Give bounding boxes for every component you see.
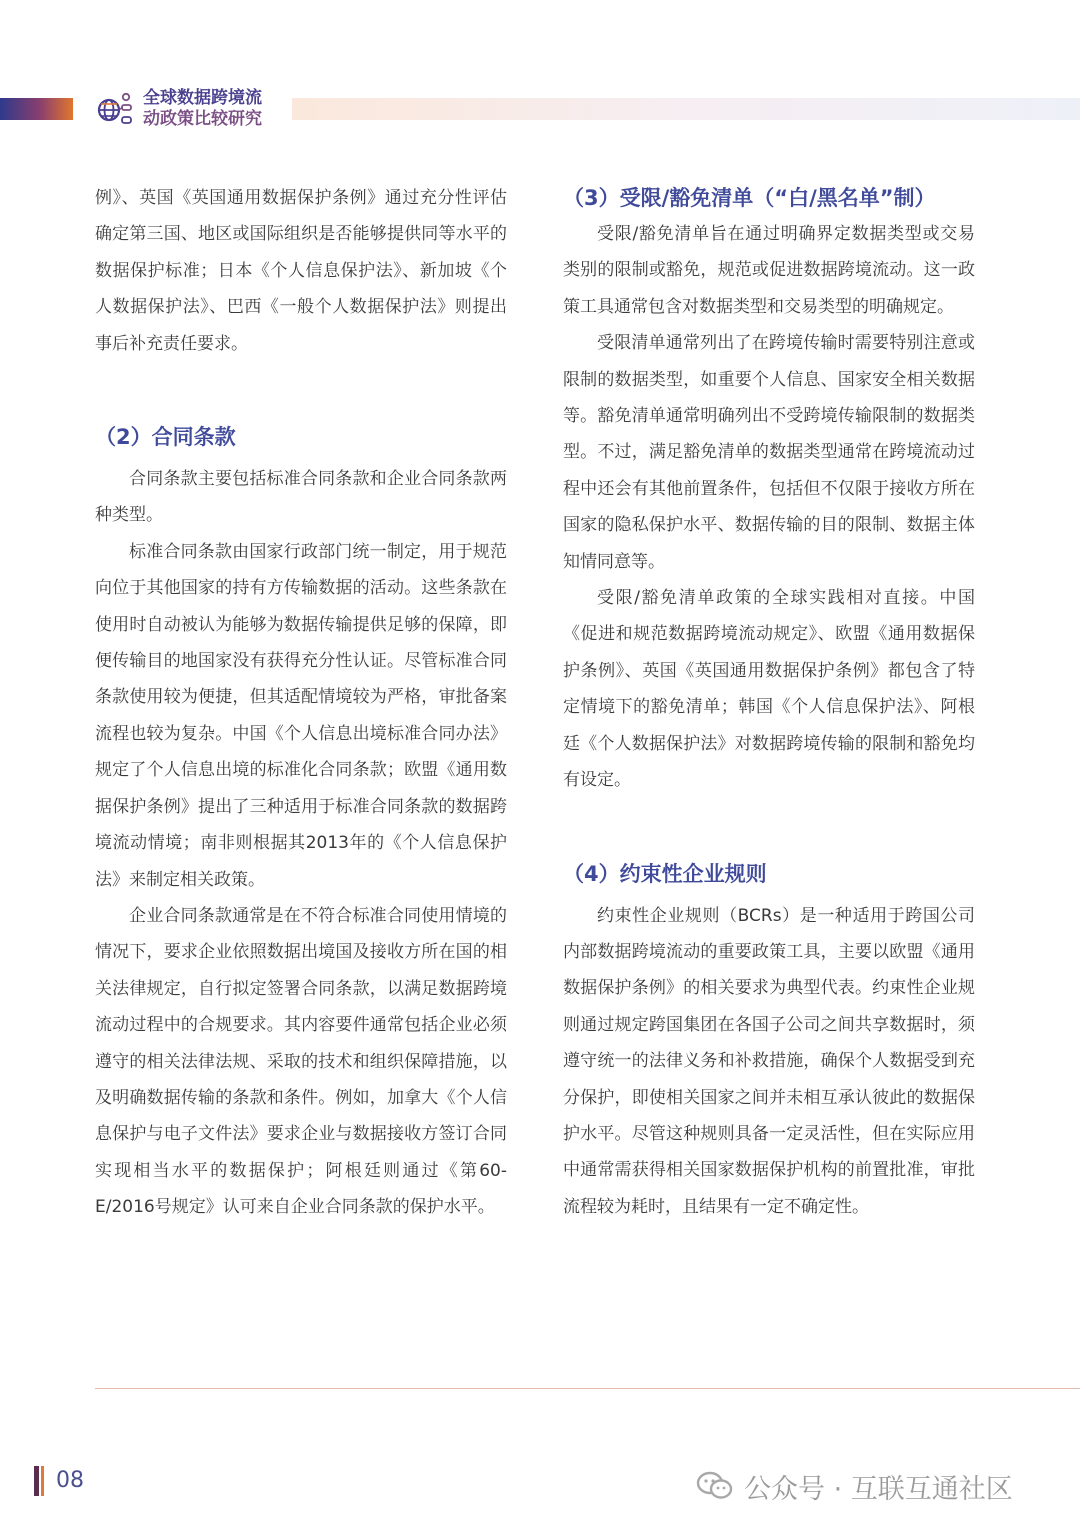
paragraph: 受限清单通常列出了在跨境传输时需要特别注意或限制的数据类型，如重要个人信息、国家安全相关数据等。豁免清单通常明确列出不受跨境传输限制的数据类型。不过，满足豁免清单的数据类型通常在跨境流动过程中还会有其他前置条件，包括但不仅限于接收方所在国家的隐私保护水平、数据传输的目的限制、数据主体知情同意等。 bbox=[563, 333, 975, 572]
page-number: 08 bbox=[56, 1468, 84, 1493]
page-marker bbox=[34, 1466, 46, 1496]
right-column bbox=[563, 180, 975, 1225]
paragraph: 受限/豁免清单政策的全球实践相对直接。中国《促进和规范数据跨境流动规定》、欧盟《通用数据保护条例》、英国《英国通用数据保护条例》都包含了特定情境下的豁免清单；韩国《个人信息保护法》、阿根廷《个人数据保护法》对数据跨境传输的限制和豁免均有设定。 bbox=[563, 588, 975, 791]
report-title-line2: 动政策比较研究 bbox=[143, 109, 262, 129]
paragraph: 标准合同条款由国家行政部门统一制定，用于规范向位于其他国家的持有方传输数据的活动。这些条款在使用时自动被认为能够为数据传输提供足够的保障，即便传输目的地国家没有获得充分性认证。尽管标准合同条款使用较为便捷，但其适配情境较为严格，审批备案流程也较为复杂。中国《个人信息出境标准合同办法》规定了个人信息出境的标准化合同条款；欧盟《通用数据保护条例》提出了三种适用于标准合同条款的数据跨境流动情境；南非则根据其2013年的《个人信息保护法》来制定相关政策。 bbox=[95, 541, 507, 890]
header-accent-bar bbox=[0, 98, 73, 120]
paragraph: 例》、英国《英国通用数据保护条例》通过充分性评估确定第三国、地区或国际组织是否能够提供同等水平的数据保护标准；日本《个人信息保护法》、新加坡《个人数据保护法》、巴西《一般个人数据保护法》则提出事后补充责任要求。 bbox=[95, 188, 507, 354]
globe-data-icon bbox=[96, 89, 136, 129]
wechat-icon bbox=[696, 1470, 734, 1502]
section-heading-restriction-list: （3）受限/豁免清单（“白/黑名单”制） bbox=[563, 186, 936, 210]
paragraph: 合同条款主要包括标准合同条款和企业合同条款两种类型。 bbox=[95, 469, 507, 526]
section-heading-contract-clauses: （2）合同条款 bbox=[95, 425, 236, 450]
paragraph: 约束性企业规则（BCRs）是一种适用于跨国公司内部数据跨境流动的重要政策工具，主要以欧盟《通用数据保护条例》的相关要求为典型代表。约束性企业规则通过规定跨国集团在各国子公司之间共享数据时，须遵守统一的法律义务和补救措施，确保个人数据受到充分保护，即使相关国家之间并未相互承认彼此的数据保护水平。尽管这种规则具备一定灵活性，但在实际应用中通常需获得相关国家数据保护机构的前置批准，审批流程较为耗时，且结果有一定不确定性。 bbox=[563, 905, 975, 1217]
report-title-line1: 全球数据跨境流 bbox=[143, 88, 262, 108]
paragraph: 企业合同条款通常是在不符合标准合同使用情境的情况下，要求企业依照数据出境国及接收方所在国的相关法律规定，自行拟定签署合同条款，以满足数据跨境流动过程中的合规要求。其内容要件通常包括企业必须遵守的相关法律法规、采取的技术和组织保障措施，以及明确数据传输的条款和条件。例如，加拿大《个人信息保护与电子文件法》要求企业与数据接收方签订合同实现相当水平的数据保护；阿根廷则通过《第60-E/2016号规定》认可来自企业合同条款的保护水平。 bbox=[95, 905, 507, 1218]
report-title bbox=[143, 88, 283, 130]
footer-divider bbox=[95, 1388, 1080, 1389]
header-gradient-band bbox=[292, 98, 1080, 120]
paragraph: 受限/豁免清单旨在通过明确界定数据类型或交易类别的限制或豁免，规范或促进数据跨境流动。这一政策工具通常包含对数据类型和交易类型的明确规定。 bbox=[563, 224, 975, 317]
section-heading-bcrs: （4）约束性企业规则 bbox=[563, 861, 767, 886]
watermark bbox=[696, 1466, 1013, 1506]
left-column bbox=[95, 180, 507, 1226]
watermark-text: 公众号 · 互联互通社区 bbox=[744, 1473, 1013, 1505]
